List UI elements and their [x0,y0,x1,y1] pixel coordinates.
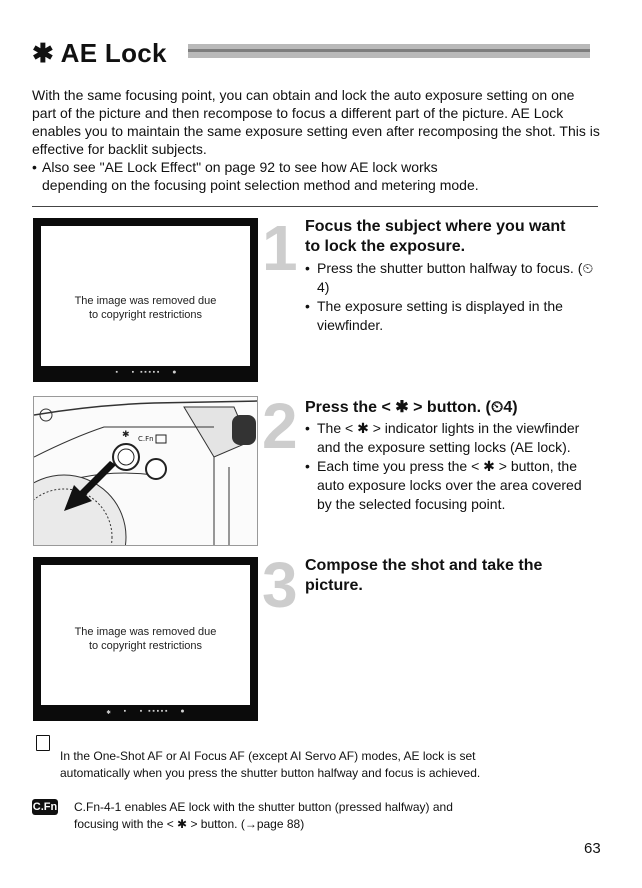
cfn-icon: C.Fn [32,801,58,813]
step-1-bullets [305,259,595,335]
page-number: 63 [584,840,601,857]
camera-back-drawing [34,397,258,546]
step-number-1: 1 [262,212,298,284]
list-item: • Press the shutter button halfway to focus. (⏲4) [305,260,594,295]
note-cfn: C.Fn-4-1 enables AE lock with the shutter button (pressed halfway) and focusing with the < ✱ > button. (→page 88) [74,800,453,831]
intro-bullet: • Also see "AE Lock Effect" on page 92 to see how AE lock works depending on the focusing point selection method and metering mode. [32,159,479,193]
image-placeholder [41,565,250,705]
image-placeholder [41,226,250,366]
removed-notice-line2: to copyright restrictions [88,640,203,652]
list-item: • The < ✱ > indicator lights in the viewfinder and the exposure setting locks (AE lock). [305,420,580,455]
list-item: • Each time you press the < ✱ > button, the auto exposure locks over the area covered by the selected focusing point. [305,458,582,512]
removed-notice-line1: The image was removed due [74,295,217,307]
viewfinder-readout-strip: ▪ ▪ ▪▪▪▪▪ ● [114,369,177,377]
list-item: • The exposure setting is displayed in the viewfinder. [305,298,563,333]
removed-notice-line2: to copyright restrictions [88,309,203,321]
section-divider [32,206,598,207]
bullet-icon: • [32,159,37,175]
step-1-title: Focus the subject where you want to lock the exposure. [305,218,566,255]
viewfinder-image-2 [33,557,258,721]
step-number-2: 2 [262,390,298,462]
intro-paragraph: With the same focusing point, you can obtain and lock the auto exposure setting on one part of the picture and then recompose to focus a different part of the picture. AE Lock enables you to maintain the same exposure setting even after recomposing the shot. This is effective for backlit subjects. [32,87,600,157]
step-3-title: Compose the shot and take the picture. [305,557,543,594]
svg-text:C.Fn: C.Fn [138,435,154,443]
removed-notice-line1: The image was removed due [74,626,217,638]
title-rule [188,44,590,58]
camera-illustration [33,396,258,546]
ae-lock-asterisk-icon: ✱ [32,38,55,68]
svg-text:✱: ✱ [122,430,130,440]
step-2-title: Press the < ✱ > button. (⏲4) [305,399,518,416]
memo-icon [36,735,50,751]
viewfinder-readout-strip: ✱ ▪ ▪ ▪▪▪▪▪ ● [106,708,185,717]
note-one-shot: In the One-Shot AF or AI Focus AF (except AI Servo AF) modes, AE lock is set automatically when you press the shutter button halfway and focus is achieved. [60,749,481,780]
viewfinder-image-1 [33,218,258,382]
step-2-bullets [305,419,595,514]
page-title: ✱ AE Lock [32,38,167,68]
step-number-3: 3 [262,549,298,621]
